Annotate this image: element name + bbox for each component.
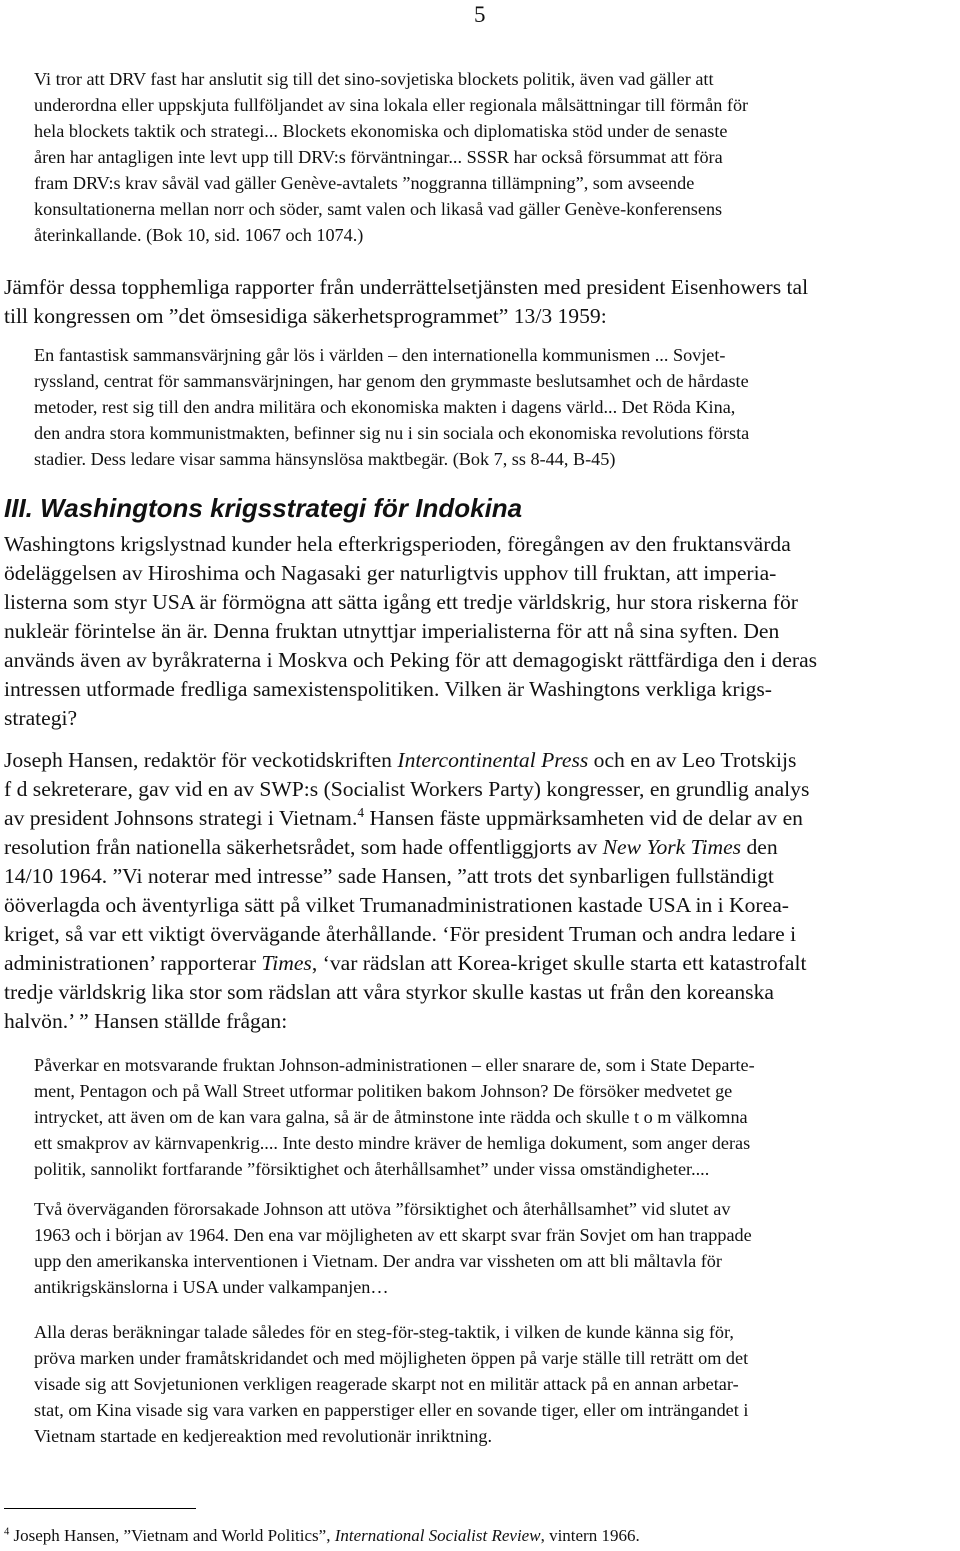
text-segment: resolution från nationella säkerhetsrådet, som hade offentliggjorts av [4,835,603,859]
text-line [4,804,956,833]
text-line: tredje världskrig lika stor som rädslan att våra styrkor skulle kastas ut från den koreanska [4,980,774,1004]
text-line: metoder, rest sig till den andra militära och ekonomiska makten i dagens värld... Det Röda Kina, [34,397,736,417]
text-line: Vietnam startade en kedjereaktion med revolutionär inriktning. [34,1426,492,1446]
text-line: underordna eller uppskjuta fullföljandet av sina lokala eller regionala målsättningar till förmån för [34,95,749,115]
text-line: ödeläggelsen av Hiroshima och Nagasaki ger naturligtvis upphov till fruktan, att imperia- [4,561,777,585]
text-line: Vi tror att DRV fast har anslutit sig till det sino-sovjetiska blockets politik, även vad gäller att [34,69,714,89]
text-line: ment, Pentagon och på Wall Street utformar politiken bakom Johnson? De försöker medvetet ge [34,1081,733,1101]
footnote [4,1524,640,1548]
text-line: återinkallande. (Bok 10, sid. 1067 och 1074.) [34,225,364,245]
block-quote-intelligence-report [34,66,954,248]
text-segment: , ‘var rädslan att Korea-kriget skulle starta ett katastrofalt [311,951,807,975]
text-segment: Joseph Hansen, ”Vietnam and World Politics”, [9,1526,335,1545]
text-line: ööverlagda och äventyrliga sätt på vilket Trumanadministrationen kastade USA in i Korea- [4,893,789,917]
paragraph-war-strategy [4,530,956,733]
text-line: f d sekreterare, gav vid en av SWP:s (Socialist Workers Party) kongresser, en grundlig analys [4,777,810,801]
text-line: Två överväganden förorsakade Johnson att utöva ”försiktighet och återhållsamhet” vid slutet av [34,1199,731,1219]
text-line: konsultationerna mellan norr och söder, samt valen och likaså vad gäller Genève-konferensens [34,199,723,219]
paragraph-hansen [4,746,956,1036]
text-segment: Hansen fäste uppmärksamheten vid de delar av en [364,806,803,830]
text-line: används även av byråkraterna i Moskva och Peking för att demagogiskt rättfärdiga den i deras [4,648,818,672]
block-quote-hansen-2 [34,1196,954,1300]
publication-title: Intercontinental Press [397,748,589,772]
text-line: kriget, så var ett viktigt övervägande återhållande. ‘För president Truman och andra ledare i [4,922,797,946]
text-segment: och en av Leo Trotskijs [588,748,797,772]
text-line: Påverkar en motsvarande fruktan Johnson-administrationen – eller snarare de, som i State Departe- [34,1055,755,1075]
text-line: En fantastisk sammansvärjning går lös i världen – den internationella kommunismen ... Sovjet- [34,345,726,365]
text-line: strategi? [4,706,78,730]
paragraph-eisenhower-intro [4,273,956,331]
footnote-number: 4 [4,1526,10,1538]
publication-title: New York Times [602,835,742,859]
text-line: den andra stora kommunistmakten, befinner sig nu i sin sociala och ekonomiska revolutions första [34,423,750,443]
text-line: 14/10 1964. ”Vi noterar med intresse” sade Hansen, ”att trots det synbarligen fullständigt [4,864,774,888]
text-line: nukleär förintelse än är. Denna fruktan utnyttjar imperialisterna för att nå sina syften. Den [4,619,780,643]
block-quote-hansen-3 [34,1319,954,1449]
text-line: till kongressen om ”det ömsesidiga säkerhetsprogrammet” 13/3 1959: [4,304,607,328]
text-line: pröva marken under framåtskridandet och med möjligheten öppen på varje ställe till reträtt om det [34,1348,749,1368]
text-line: antikrigskänslorna i USA under valkampanjen… [34,1277,389,1297]
text-line [4,746,956,775]
text-line: intrycket, att även om de kan vara galna, så är de åtminstone inte rädda och skulle t o m välkomna [34,1107,748,1127]
text-line: politik, sannolikt fortfarande ”försiktighet och återhållsamhet” under vissa omständigheter.... [34,1159,710,1179]
text-line: åren har antagligen inte levt upp till DRV:s förväntningar... SSSR har också försummat att föra [34,147,723,167]
text-line: stat, om Kina visade sig vara varken en papperstiger eller en sovande tiger, eller om inträngandet i [34,1400,749,1420]
text-segment: administrationen’ rapporterar [4,951,262,975]
text-line: upp den amerikanska interventionen i Vietnam. Der andra var vissheten om att bli måltavla för [34,1251,722,1271]
publication-title: International Socialist Review [334,1526,541,1545]
footnote-separator [4,1508,196,1509]
text-line: listerna som styr USA är förmögna att sätta igång ett tredje världskrig, hur stora riskerna för [4,590,798,614]
text-line: stadier. Dess ledare visar samma hänsynslösa maktbegär. (Bok 7, ss 8-44, B-45) [34,449,616,469]
text-line: Alla deras beräkningar talade således för en steg-för-steg-taktik, i vilken de kunde känna sig för, [34,1322,734,1342]
footnote-reference: 4 [357,804,365,820]
text-line [4,833,956,862]
text-line: hela blockets taktik och strategi... Blockets ekonomiska och diplomatiska stöd under de senaste [34,121,728,141]
section-heading: III. Washingtons krigsstrategi för Indokina [4,493,523,523]
text-line: intressen utformade fredliga samexistenspolitiken. Vilken är Washingtons verkliga krigs- [4,677,772,701]
text-segment: av president Johnsons strategi i Vietnam. [4,806,358,830]
text-line: ryssland, centrat för sammansvärjningen, har genom den grymmaste beslutsamhet och de hårdaste [34,371,749,391]
text-line [4,949,956,978]
block-quote-eisenhower [34,342,954,472]
block-quote-hansen-1 [34,1052,954,1182]
publication-title: Times [261,951,312,975]
text-segment: , vintern 1966. [540,1526,640,1545]
text-segment: den [741,835,778,859]
text-line: Jämför dessa topphemliga rapporter från underrättelsetjänsten med president Eisenhowers tal [4,275,809,299]
text-segment: Joseph Hansen, redaktör för veckotidskriften [4,748,398,772]
page-number: 5 [474,2,486,27]
text-line: ett smakprov av kärnvapenkrig.... Inte desto mindre kräver de hemliga dokument, som anger deras [34,1133,751,1153]
text-line: halvön.’ ” Hansen ställde frågan: [4,1009,288,1033]
text-line: visade sig att Sovjetunionen verkligen reagerade skarpt not en militär attack på en annan arbetar- [34,1374,739,1394]
text-line: fram DRV:s krav såväl vad gäller Genève-avtalets ”noggranna tillämpning”, som avseende [34,173,695,193]
text-line: Washingtons krigslystnad kunder hela efterkrigsperioden, föregången av den fruktansvärda [4,532,791,556]
text-line: 1963 och i början av 1964. Den ena var möjligheten av ett skarpt svar frän Sovjet om han trappade [34,1225,752,1245]
